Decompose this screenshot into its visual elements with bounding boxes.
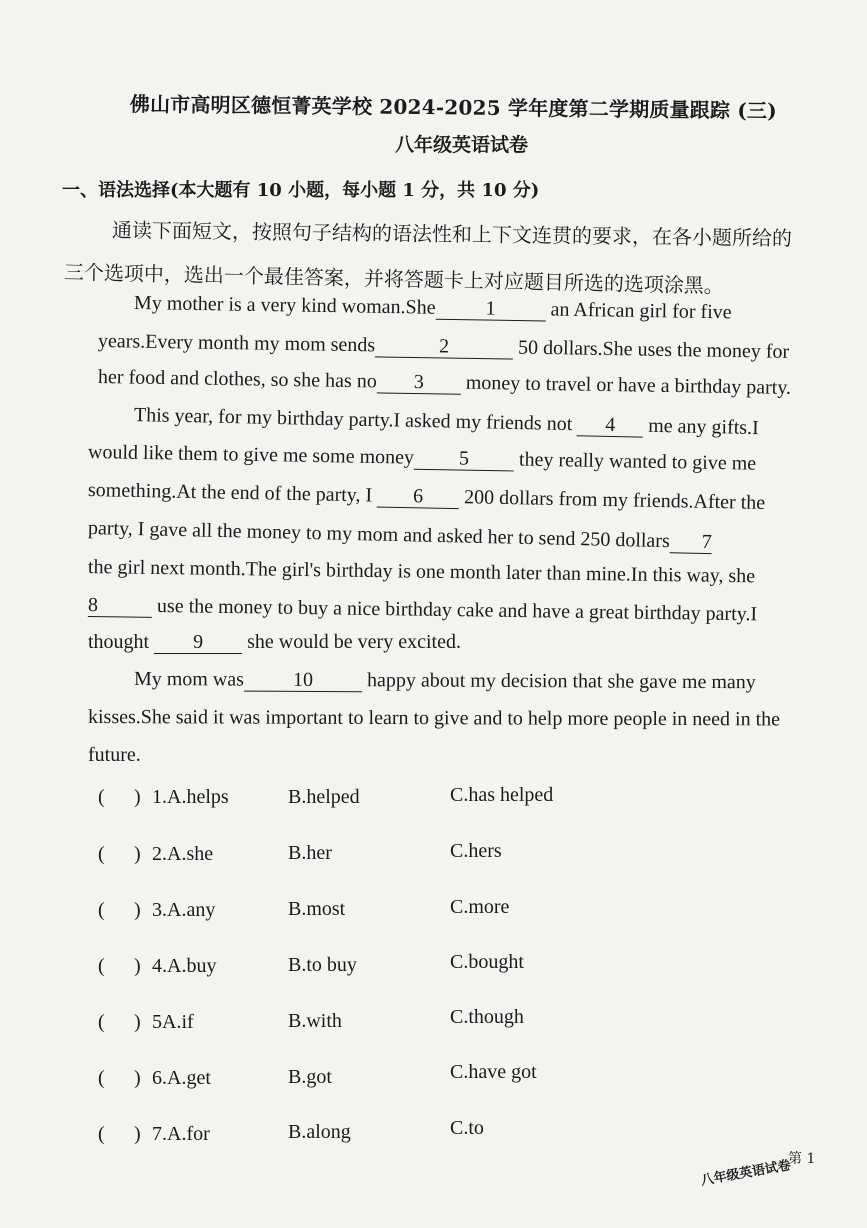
blank-9: 9 <box>154 632 242 654</box>
answer-paren-close: ) <box>134 1123 141 1145</box>
blank-3: 3 <box>377 371 461 394</box>
passage-text: they really wanted to give me <box>518 448 757 475</box>
passage-line <box>134 668 756 694</box>
option-c: C.bought <box>450 951 524 973</box>
passage-text: years.Every month my mom sends <box>97 330 376 357</box>
answer-paren-close: ) <box>134 843 141 865</box>
answer-paren-open: ( <box>98 786 105 808</box>
passage-text: an African girl for five <box>550 298 732 324</box>
blank-7: 7 <box>669 531 711 554</box>
answer-paren-open: ( <box>98 843 105 865</box>
answer-paren-close: ) <box>134 899 141 921</box>
passage-text: something.At the end of the party, I <box>87 479 373 507</box>
blank-5: 5 <box>414 448 514 472</box>
passage-line <box>98 330 790 364</box>
option-b: B.got <box>288 1066 332 1088</box>
option-b: B.most <box>288 898 346 920</box>
answer-paren-close: ) <box>134 1067 141 1089</box>
option-b: B.along <box>288 1121 351 1143</box>
option-a: 3.A.any <box>152 899 216 921</box>
answer-paren-open: ( <box>98 899 105 921</box>
option-b: B.helped <box>288 786 360 808</box>
answer-paren-close: ) <box>134 1011 141 1033</box>
blank-8: 8 <box>88 595 152 618</box>
answer-paren-close: ) <box>134 786 141 808</box>
passage-text: happy about my decision that she gave me many <box>366 669 756 694</box>
passage-line <box>88 631 461 654</box>
option-c: C.though <box>450 1006 524 1028</box>
passage-line <box>88 744 141 767</box>
option-b: B.her <box>288 842 332 864</box>
instruction-line-1: 通读下面短文，按照句子结构的语法性和上下文连贯的要求，在各小题所给的 <box>111 218 793 251</box>
answer-paren-close: ) <box>134 955 141 977</box>
passage-line <box>88 517 712 554</box>
passage-text: 200 dollars from my friends.After the <box>463 486 766 514</box>
passage-text: 50 dollars.She uses the money for <box>517 336 790 363</box>
option-a: 4.A.buy <box>152 955 217 977</box>
option-b: B.to buy <box>288 954 357 976</box>
section-heading: 一、语法选择(本大题有 10 小题，每小题 1 分，共 10 分) <box>62 180 540 201</box>
blank-2: 2 <box>375 335 513 359</box>
option-a: 2.A.she <box>152 843 214 865</box>
exam-title: 佛山市高明区德恒菁英学校 2024-2025 学年度第二学期质量跟踪 (三) <box>129 91 777 123</box>
option-a: 5A.if <box>152 1011 194 1033</box>
passage-text: use the money to buy a nice birthday cake and have a great birthday party.I <box>156 594 758 626</box>
passage-line <box>98 366 791 400</box>
answer-paren-open: ( <box>98 1123 105 1145</box>
answer-paren-open: ( <box>98 1067 105 1089</box>
passage-line <box>88 594 757 626</box>
option-c: C.have got <box>450 1061 537 1083</box>
passage-text: me any gifts.I <box>648 414 759 440</box>
option-c: C.has helped <box>450 784 554 806</box>
option-a: 7.A.for <box>152 1123 210 1145</box>
blank-1: 1 <box>435 298 545 322</box>
blank-6: 6 <box>377 486 459 510</box>
passage-line <box>134 404 759 440</box>
page-number: 第 1 <box>788 1151 816 1167</box>
answer-paren-open: ( <box>98 955 105 977</box>
passage-text: her food and clothes, so she has no <box>97 366 377 393</box>
option-c: C.more <box>450 896 510 918</box>
answer-paren-open: ( <box>98 1011 105 1033</box>
passage-text: thought <box>88 631 150 653</box>
passage-text: My mother is a very kind woman.She <box>133 292 436 319</box>
blank-4: 4 <box>577 414 643 437</box>
passage-line <box>88 556 755 588</box>
instruction-line-2: 三个选项中，选出一个最佳答案，并将答题卡上对应题目所选的选项涂黑。 <box>63 260 725 298</box>
passage-text: would like them to give me some money <box>87 441 415 469</box>
passage-line <box>88 441 757 476</box>
passage-text: This year, for my birthday party.I asked my friends not <box>133 404 573 436</box>
footer-label: 八年级英语试卷 <box>699 1158 792 1189</box>
passage-line <box>88 706 780 731</box>
passage-text: party, I gave all the money to my mom and asked her to send 250 dollars <box>87 517 671 553</box>
option-a: 6.A.get <box>152 1067 211 1089</box>
option-a: 1.A.helps <box>152 786 229 808</box>
option-b: B.with <box>288 1010 342 1032</box>
option-c: C.to <box>450 1117 484 1139</box>
passage-text: kisses.She said it was important to learn to give and to help more people in need in the <box>87 706 781 731</box>
passage-text: money to travel or have a birthday party. <box>465 371 792 399</box>
passage-line <box>88 479 766 515</box>
passage-text: future. <box>88 744 141 766</box>
exam-subtitle: 八年级英语试卷 <box>395 134 529 156</box>
passage-text: she would be very excited. <box>247 631 461 653</box>
passage-text: My mom was <box>133 668 245 691</box>
passage-text: the girl next month.The girl's birthday is one month later than mine.In this way, she <box>87 556 756 588</box>
blank-10: 10 <box>244 670 362 693</box>
option-c: C.hers <box>450 840 502 862</box>
